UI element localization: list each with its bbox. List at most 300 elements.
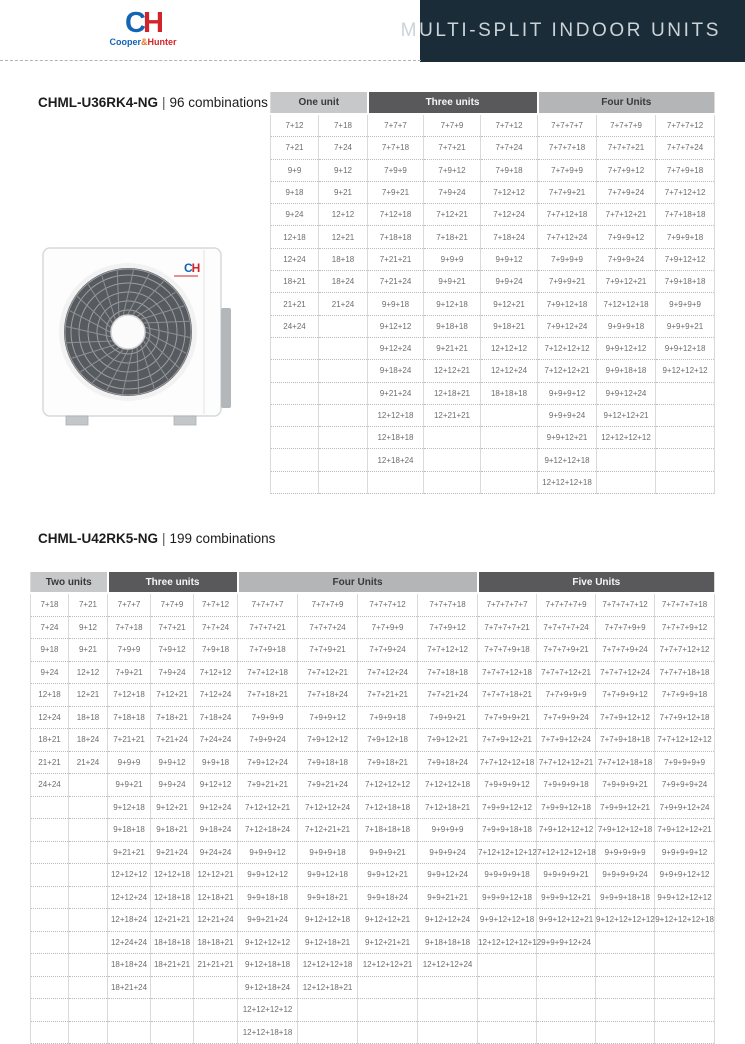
combo-cell: 18+18+18 <box>151 931 194 954</box>
combo-cell: 7+9+24 <box>424 181 481 203</box>
combo-cell: 9+18+24 <box>368 360 424 382</box>
combo-cell: 9+9+18+18 <box>238 886 298 909</box>
combo-cell: 7+9+9+9 <box>538 248 597 270</box>
combo-cell: 7+7+7+7+21 <box>478 616 537 639</box>
combo-cell <box>271 360 319 382</box>
combo-cell: 7+12+18+24 <box>238 819 298 842</box>
combo-cell: 9+9+12+12 <box>597 337 656 359</box>
combo-cell: 7+7+7+21 <box>597 137 656 159</box>
combo-cell: 12+18+21 <box>194 886 238 909</box>
combo-cell: 9+9+12 <box>481 248 538 270</box>
table-row <box>271 159 715 181</box>
combo-cell <box>596 931 655 954</box>
combo-cell: 7+7+7+9+24 <box>596 639 655 662</box>
combo-cell: 12+18+24 <box>108 909 151 932</box>
unit-side-coil <box>221 308 231 408</box>
combo-cell <box>368 471 424 493</box>
table-row <box>31 796 715 819</box>
combo-cell: 7+7+9+21 <box>538 181 597 203</box>
combo-cell <box>537 1021 596 1044</box>
combo-cell: 7+7+7+7+9 <box>537 593 596 616</box>
combo-cell <box>319 315 368 337</box>
table-row <box>31 616 715 639</box>
combo-cell <box>69 864 108 887</box>
page-title: MULTI-SPLIT INDOOR UNITS <box>400 20 721 41</box>
combo-cell: 18+18+21 <box>194 931 238 954</box>
combo-cell: 7+21+21 <box>108 729 151 752</box>
combo-cell: 7+9+12+18 <box>358 729 418 752</box>
combo-cell <box>69 886 108 909</box>
table-row <box>31 976 715 999</box>
combo-cell: 7+9+9+9+9 <box>655 751 715 774</box>
combo-cell <box>537 999 596 1022</box>
combo-cell: 21+21+21 <box>194 954 238 977</box>
combo-cell: 7+7+18 <box>108 616 151 639</box>
table-row <box>31 729 715 752</box>
combo-cell: 7+12+12+12+18 <box>537 841 596 864</box>
combo-cell: 9+12+12 <box>368 315 424 337</box>
combo-cell: 9+9+9+12 <box>538 382 597 404</box>
combo-cell: 9+9+12+18 <box>298 864 358 887</box>
combo-cell: 7+7+7+18+21 <box>478 684 537 707</box>
combo-cell: 7+9+12+18 <box>538 293 597 315</box>
combo-cell: 9+9+12 <box>151 751 194 774</box>
combo-cell: 7+9+12+12 <box>298 729 358 752</box>
combo-cell <box>31 886 69 909</box>
combo-cell: 7+7+9+9 <box>358 616 418 639</box>
header-divider <box>0 60 421 61</box>
combinations-table-2 <box>30 572 715 1044</box>
combo-cell: 9+9+24 <box>481 271 538 293</box>
outdoor-unit-photo <box>36 220 246 442</box>
combo-cell: 7+7+24 <box>194 616 238 639</box>
combo-cell: 7+7+7+18+18 <box>655 661 715 684</box>
combo-cell: 9+9+9+9 <box>418 819 478 842</box>
combo-cell: 12+12+12+12+12 <box>478 931 537 954</box>
combo-cell: 7+12+18 <box>108 684 151 707</box>
table-group-header: Four Units <box>238 572 478 593</box>
table-row <box>271 114 715 137</box>
combo-cell <box>69 954 108 977</box>
combo-cell: 7+9+21+21 <box>238 774 298 797</box>
combo-cell <box>31 954 69 977</box>
combo-cell: 7+7+9+24 <box>597 181 656 203</box>
combo-cell <box>271 449 319 471</box>
combo-cell <box>478 999 537 1022</box>
combo-cell: 7+7+7+7+18 <box>655 593 715 616</box>
combo-cell: 7+7+7+9 <box>298 593 358 616</box>
combo-cell: 7+7+12+18 <box>538 204 597 226</box>
combo-cell: 12+21+21 <box>151 909 194 932</box>
combo-cell: 7+7+7+7 <box>238 593 298 616</box>
combo-cell <box>358 1021 418 1044</box>
combo-cell: 7+9+12+21 <box>418 729 478 752</box>
combo-cell: 7+7+9+9+18 <box>655 684 715 707</box>
combo-cell: 7+21+24 <box>151 729 194 752</box>
combo-cell: 7+7+9+9+12 <box>596 684 655 707</box>
combo-cell: 12+24+24 <box>108 931 151 954</box>
combo-cell: 9+9+9+12+12 <box>655 864 715 887</box>
table-row <box>271 293 715 315</box>
combo-cell: 9+9+9+12+21 <box>537 886 596 909</box>
logo-letter-h: H <box>143 7 161 39</box>
combo-cell: 7+9+12+24 <box>238 751 298 774</box>
combo-cell: 9+9+21+24 <box>238 909 298 932</box>
combo-cell: 7+9+12+12+12 <box>537 819 596 842</box>
combo-cell: 9+24+24 <box>194 841 238 864</box>
combo-cell: 7+21 <box>69 593 108 616</box>
combo-cell: 7+7+18+21 <box>238 684 298 707</box>
combo-cell: 9+12+21 <box>151 796 194 819</box>
combo-cell: 7+9+18 <box>481 159 538 181</box>
combo-cell <box>319 404 368 426</box>
combo-cell: 9+12+24 <box>194 796 238 819</box>
combo-cell: 7+9+12 <box>151 639 194 662</box>
combo-cell: 7+9+9 <box>108 639 151 662</box>
combo-cell: 7+7+7+18 <box>418 593 478 616</box>
combo-cell: 7+7+9 <box>151 593 194 616</box>
combo-cell <box>418 976 478 999</box>
combo-cell <box>596 1021 655 1044</box>
combo-cell: 9+12+18 <box>108 796 151 819</box>
combo-cell: 9+9+12+21 <box>538 427 597 449</box>
combo-cell <box>319 471 368 493</box>
combo-cell: 9+18+21 <box>151 819 194 842</box>
combo-cell: 9+9+9 <box>424 248 481 270</box>
combo-cell <box>319 449 368 471</box>
combo-cell: 7+12+12 <box>194 661 238 684</box>
combo-cell: 24+24 <box>31 774 69 797</box>
combo-cell: 9+9+9+12 <box>238 841 298 864</box>
combo-cell: 7+9+18+18 <box>656 271 715 293</box>
combo-cell: 7+9+9+12 <box>298 706 358 729</box>
combo-cell <box>271 471 319 493</box>
table-row <box>31 819 715 842</box>
combo-cell: 7+7+9+24 <box>358 639 418 662</box>
combo-cell <box>151 1021 194 1044</box>
combo-cell: 9+18 <box>31 639 69 662</box>
combo-cell: 7+7+12+21 <box>597 204 656 226</box>
table-row <box>31 774 715 797</box>
combo-cell: 7+7+7+24 <box>656 137 715 159</box>
combo-cell: 7+9+9+12+24 <box>655 796 715 819</box>
combo-cell: 9+9+18+21 <box>298 886 358 909</box>
combo-cell: 9+12+18 <box>424 293 481 315</box>
combo-cell: 7+12+18 <box>368 204 424 226</box>
combo-cell: 12+12+24 <box>481 360 538 382</box>
logo-letter-c: C <box>125 7 143 39</box>
combo-cell: 9+21 <box>69 639 108 662</box>
combo-cell: 7+12 <box>271 114 319 137</box>
combo-cell: 7+7+9+12+18 <box>655 706 715 729</box>
combo-cell: 7+7+24 <box>481 137 538 159</box>
combo-cell <box>108 999 151 1022</box>
combo-cell: 7+7+21 <box>151 616 194 639</box>
table-group-header: One unit <box>271 92 368 114</box>
combo-cell <box>69 931 108 954</box>
combo-cell: 9+9+9+9+9 <box>596 841 655 864</box>
combo-cell: 9+9+12+21 <box>358 864 418 887</box>
combo-cell: 12+18+18 <box>368 427 424 449</box>
combo-cell <box>656 382 715 404</box>
combo-cell: 21+24 <box>319 293 368 315</box>
combo-cell: 7+7+7+9 <box>597 114 656 137</box>
combo-cell: 12+12+18+21 <box>298 976 358 999</box>
combo-cell: 9+21 <box>319 181 368 203</box>
combo-cell <box>597 471 656 493</box>
combo-cell: 12+18+21 <box>424 382 481 404</box>
combo-cell: 7+7+21+24 <box>418 684 478 707</box>
combo-cell: 9+9+9+12+24 <box>537 931 596 954</box>
combo-cell: 7+12+24 <box>194 684 238 707</box>
combo-cell: 7+7+12+12+12 <box>655 729 715 752</box>
table-row <box>271 315 715 337</box>
title-separator: | <box>162 95 166 110</box>
combo-table <box>30 572 715 1044</box>
combo-cell: 7+7+7+7+24 <box>537 616 596 639</box>
combo-cell: 7+12+12+21 <box>238 796 298 819</box>
combo-cell: 12+21 <box>319 226 368 248</box>
combo-cell: 9+18+18 <box>108 819 151 842</box>
combo-cell: 7+9+21+24 <box>298 774 358 797</box>
combo-cell: 12+21 <box>69 684 108 707</box>
combo-cell: 7+9+18+18 <box>298 751 358 774</box>
combo-cell <box>478 1021 537 1044</box>
combo-cell: 7+12+21 <box>151 684 194 707</box>
combo-cell: 7+9+9+12+18 <box>537 796 596 819</box>
combo-cell: 7+7+9+9+9 <box>537 684 596 707</box>
combo-cell: 7+7+12+21 <box>298 661 358 684</box>
combo-cell <box>656 471 715 493</box>
combo-cell: 7+9+24 <box>151 661 194 684</box>
combo-cell: 12+12+12+12 <box>238 999 298 1022</box>
combo-cell: 7+9+9+21 <box>538 271 597 293</box>
table-group-header: Three units <box>108 572 238 593</box>
combo-cell: 7+12+12+21 <box>538 360 597 382</box>
combo-cell: 9+9+12+24 <box>597 382 656 404</box>
combo-cell: 9+12+18+24 <box>238 976 298 999</box>
combo-cell: 9+12+12+12+12 <box>596 909 655 932</box>
combo-cell: 9+12+18+18 <box>238 954 298 977</box>
combo-cell: 9+9+9+18 <box>298 841 358 864</box>
combo-cell: 7+7+9+18 <box>238 639 298 662</box>
combo-cell <box>424 427 481 449</box>
combo-cell: 7+7+18 <box>368 137 424 159</box>
combo-cell: 9+9+9+9+21 <box>537 864 596 887</box>
combo-cell: 9+9+12+24 <box>418 864 478 887</box>
combo-cell <box>69 976 108 999</box>
combo-cell: 9+12+12+24 <box>418 909 478 932</box>
combo-cell <box>194 1021 238 1044</box>
table-row <box>271 360 715 382</box>
combo-cell: 9+18+21 <box>481 315 538 337</box>
combo-cell: 9+9+18+18 <box>597 360 656 382</box>
combo-cell: 12+12+12+18 <box>538 471 597 493</box>
combo-cell <box>69 1021 108 1044</box>
combo-cell: 7+21 <box>271 137 319 159</box>
combo-cell: 7+12+21 <box>424 204 481 226</box>
model-name: CHML-U42RK5-NG <box>38 531 159 546</box>
combo-cell: 9+9+9+9+24 <box>596 864 655 887</box>
combo-cell <box>358 999 418 1022</box>
combo-cell: 7+18+24 <box>481 226 538 248</box>
fan-hub <box>111 315 145 349</box>
combo-cell: 7+7+9+9 <box>538 159 597 181</box>
table-row <box>31 999 715 1022</box>
combo-cell <box>271 404 319 426</box>
combo-cell: 7+7+12+12 <box>656 181 715 203</box>
combo-cell: 12+12+12+18 <box>298 954 358 977</box>
combo-cell <box>69 774 108 797</box>
combo-cell: 7+18+21 <box>151 706 194 729</box>
combo-cell: 9+9+9+9+12 <box>655 841 715 864</box>
combo-cell: 7+9+12+12 <box>656 248 715 270</box>
combo-cell: 9+9+9+12+18 <box>478 886 537 909</box>
combo-cell: 7+9+9+9+21 <box>596 774 655 797</box>
combo-cell <box>655 954 715 977</box>
combo-cell: 7+7+7+12+18 <box>478 661 537 684</box>
combo-cell: 18+21+24 <box>108 976 151 999</box>
combo-cell: 7+7+12+18+18 <box>596 751 655 774</box>
combo-cell: 7+12+18+21 <box>418 796 478 819</box>
table-row <box>31 661 715 684</box>
combo-cell: 12+24 <box>271 248 319 270</box>
table-row <box>271 337 715 359</box>
combo-cell: 7+7+7+7+7 <box>478 593 537 616</box>
logo-wordmark: Cooper&Hunter <box>109 37 177 47</box>
combo-cell: 7+7+12 <box>194 593 238 616</box>
combo-cell: 7+7+12+24 <box>358 661 418 684</box>
combo-cell: 12+12+21 <box>194 864 238 887</box>
table-row <box>271 404 715 426</box>
combo-cell: 7+9+12+24 <box>538 315 597 337</box>
combo-cell <box>69 999 108 1022</box>
combo-cell: 9+12 <box>69 616 108 639</box>
combo-cell: 18+18 <box>319 248 368 270</box>
combo-cell: 9+12+12+18 <box>538 449 597 471</box>
combo-cell: 12+18 <box>271 226 319 248</box>
combo-cell: 18+24 <box>319 271 368 293</box>
combo-cell <box>31 976 69 999</box>
combo-cell: 18+18+18 <box>481 382 538 404</box>
combo-cell <box>478 976 537 999</box>
combo-cell: 9+9+21 <box>108 774 151 797</box>
combo-cell: 7+18+18+18 <box>358 819 418 842</box>
combo-cell: 12+18 <box>31 684 69 707</box>
combinations-table-1 <box>270 92 715 494</box>
combo-cell: 9+18 <box>271 181 319 203</box>
combo-cell <box>31 909 69 932</box>
combo-cell <box>69 909 108 932</box>
combo-cell <box>31 931 69 954</box>
combo-cell: 7+24 <box>31 616 69 639</box>
combo-cell: 7+7+9+9+24 <box>537 706 596 729</box>
combo-cell: 7+7+9+18 <box>656 159 715 181</box>
combo-cell: 7+7+7+7 <box>538 114 597 137</box>
combo-cell: 7+9+9+21 <box>418 706 478 729</box>
combo-cell: 9+9 <box>271 159 319 181</box>
combo-cell: 18+18+24 <box>108 954 151 977</box>
combo-cell: 7+9+9+9 <box>238 706 298 729</box>
combo-cell: 7+9+9+12+21 <box>596 796 655 819</box>
combo-cell <box>596 976 655 999</box>
combo-cell: 7+7+7+12+21 <box>537 661 596 684</box>
table-row <box>31 706 715 729</box>
combo-cell: 7+18+18 <box>108 706 151 729</box>
combo-cell: 7+7+7+24 <box>298 616 358 639</box>
table-row <box>271 271 715 293</box>
combo-cell: 7+24+24 <box>194 729 238 752</box>
table-row <box>31 931 715 954</box>
table-row <box>31 954 715 977</box>
combo-cell: 9+9+21+21 <box>418 886 478 909</box>
combo-cell: 7+9+9+18+18 <box>478 819 537 842</box>
table-row <box>31 886 715 909</box>
combo-cell <box>298 999 358 1022</box>
combo-cell: 7+21+24 <box>368 271 424 293</box>
combo-cell: 9+18+24 <box>194 819 238 842</box>
combo-cell <box>596 954 655 977</box>
combo-cell: 18+24 <box>69 729 108 752</box>
combo-cell: 18+21 <box>31 729 69 752</box>
combo-cell: 9+24 <box>271 204 319 226</box>
combo-cell: 7+9+9+9+12 <box>478 774 537 797</box>
combo-cell: 7+9+21 <box>368 181 424 203</box>
combo-cell: 7+12+12+12+12 <box>478 841 537 864</box>
combo-cell: 7+9+12 <box>424 159 481 181</box>
combo-cell: 9+9+21 <box>424 271 481 293</box>
table-group-header: Two units <box>31 572 108 593</box>
combo-cell <box>69 819 108 842</box>
page-header-banner <box>400 0 745 62</box>
table-row <box>31 751 715 774</box>
combo-cell: 24+24 <box>271 315 319 337</box>
combo-cell <box>31 796 69 819</box>
combo-cell: 9+9+9+21 <box>358 841 418 864</box>
combo-cell: 9+9+12+12+21 <box>537 909 596 932</box>
combo-cell: 7+7+9 <box>424 114 481 137</box>
combo-cell <box>418 999 478 1022</box>
combo-cell: 7+9+9+9+18 <box>537 774 596 797</box>
combo-cell <box>271 427 319 449</box>
combo-cell: 12+12+18 <box>151 864 194 887</box>
combo-cell: 7+12+12+12 <box>538 337 597 359</box>
table-row <box>271 471 715 493</box>
combo-cell: 12+18+18 <box>151 886 194 909</box>
combo-cell <box>537 976 596 999</box>
combo-cell: 21+24 <box>69 751 108 774</box>
combo-cell: 12+12+12+24 <box>418 954 478 977</box>
table-row <box>271 226 715 248</box>
combo-cell <box>655 1021 715 1044</box>
combo-cell: 12+12+12 <box>108 864 151 887</box>
combo-cell: 9+9+18+24 <box>358 886 418 909</box>
combo-cell <box>424 471 481 493</box>
combo-cell: 7+12+21+21 <box>298 819 358 842</box>
combo-cell: 7+7+7+12 <box>358 593 418 616</box>
combo-cell: 7+7+12+18 <box>238 661 298 684</box>
combo-cell: 7+7+21 <box>424 137 481 159</box>
title-separator: | <box>162 531 166 546</box>
combo-cell: 12+12+18 <box>368 404 424 426</box>
combo-cell <box>194 999 238 1022</box>
combo-cell: 7+9+12+21 <box>597 271 656 293</box>
combo-cell: 9+9+9 <box>108 751 151 774</box>
combinations-count: 199 combinations <box>169 531 276 546</box>
combo-cell <box>358 976 418 999</box>
table-row <box>31 593 715 616</box>
combo-cell: 12+12+18+18 <box>238 1021 298 1044</box>
